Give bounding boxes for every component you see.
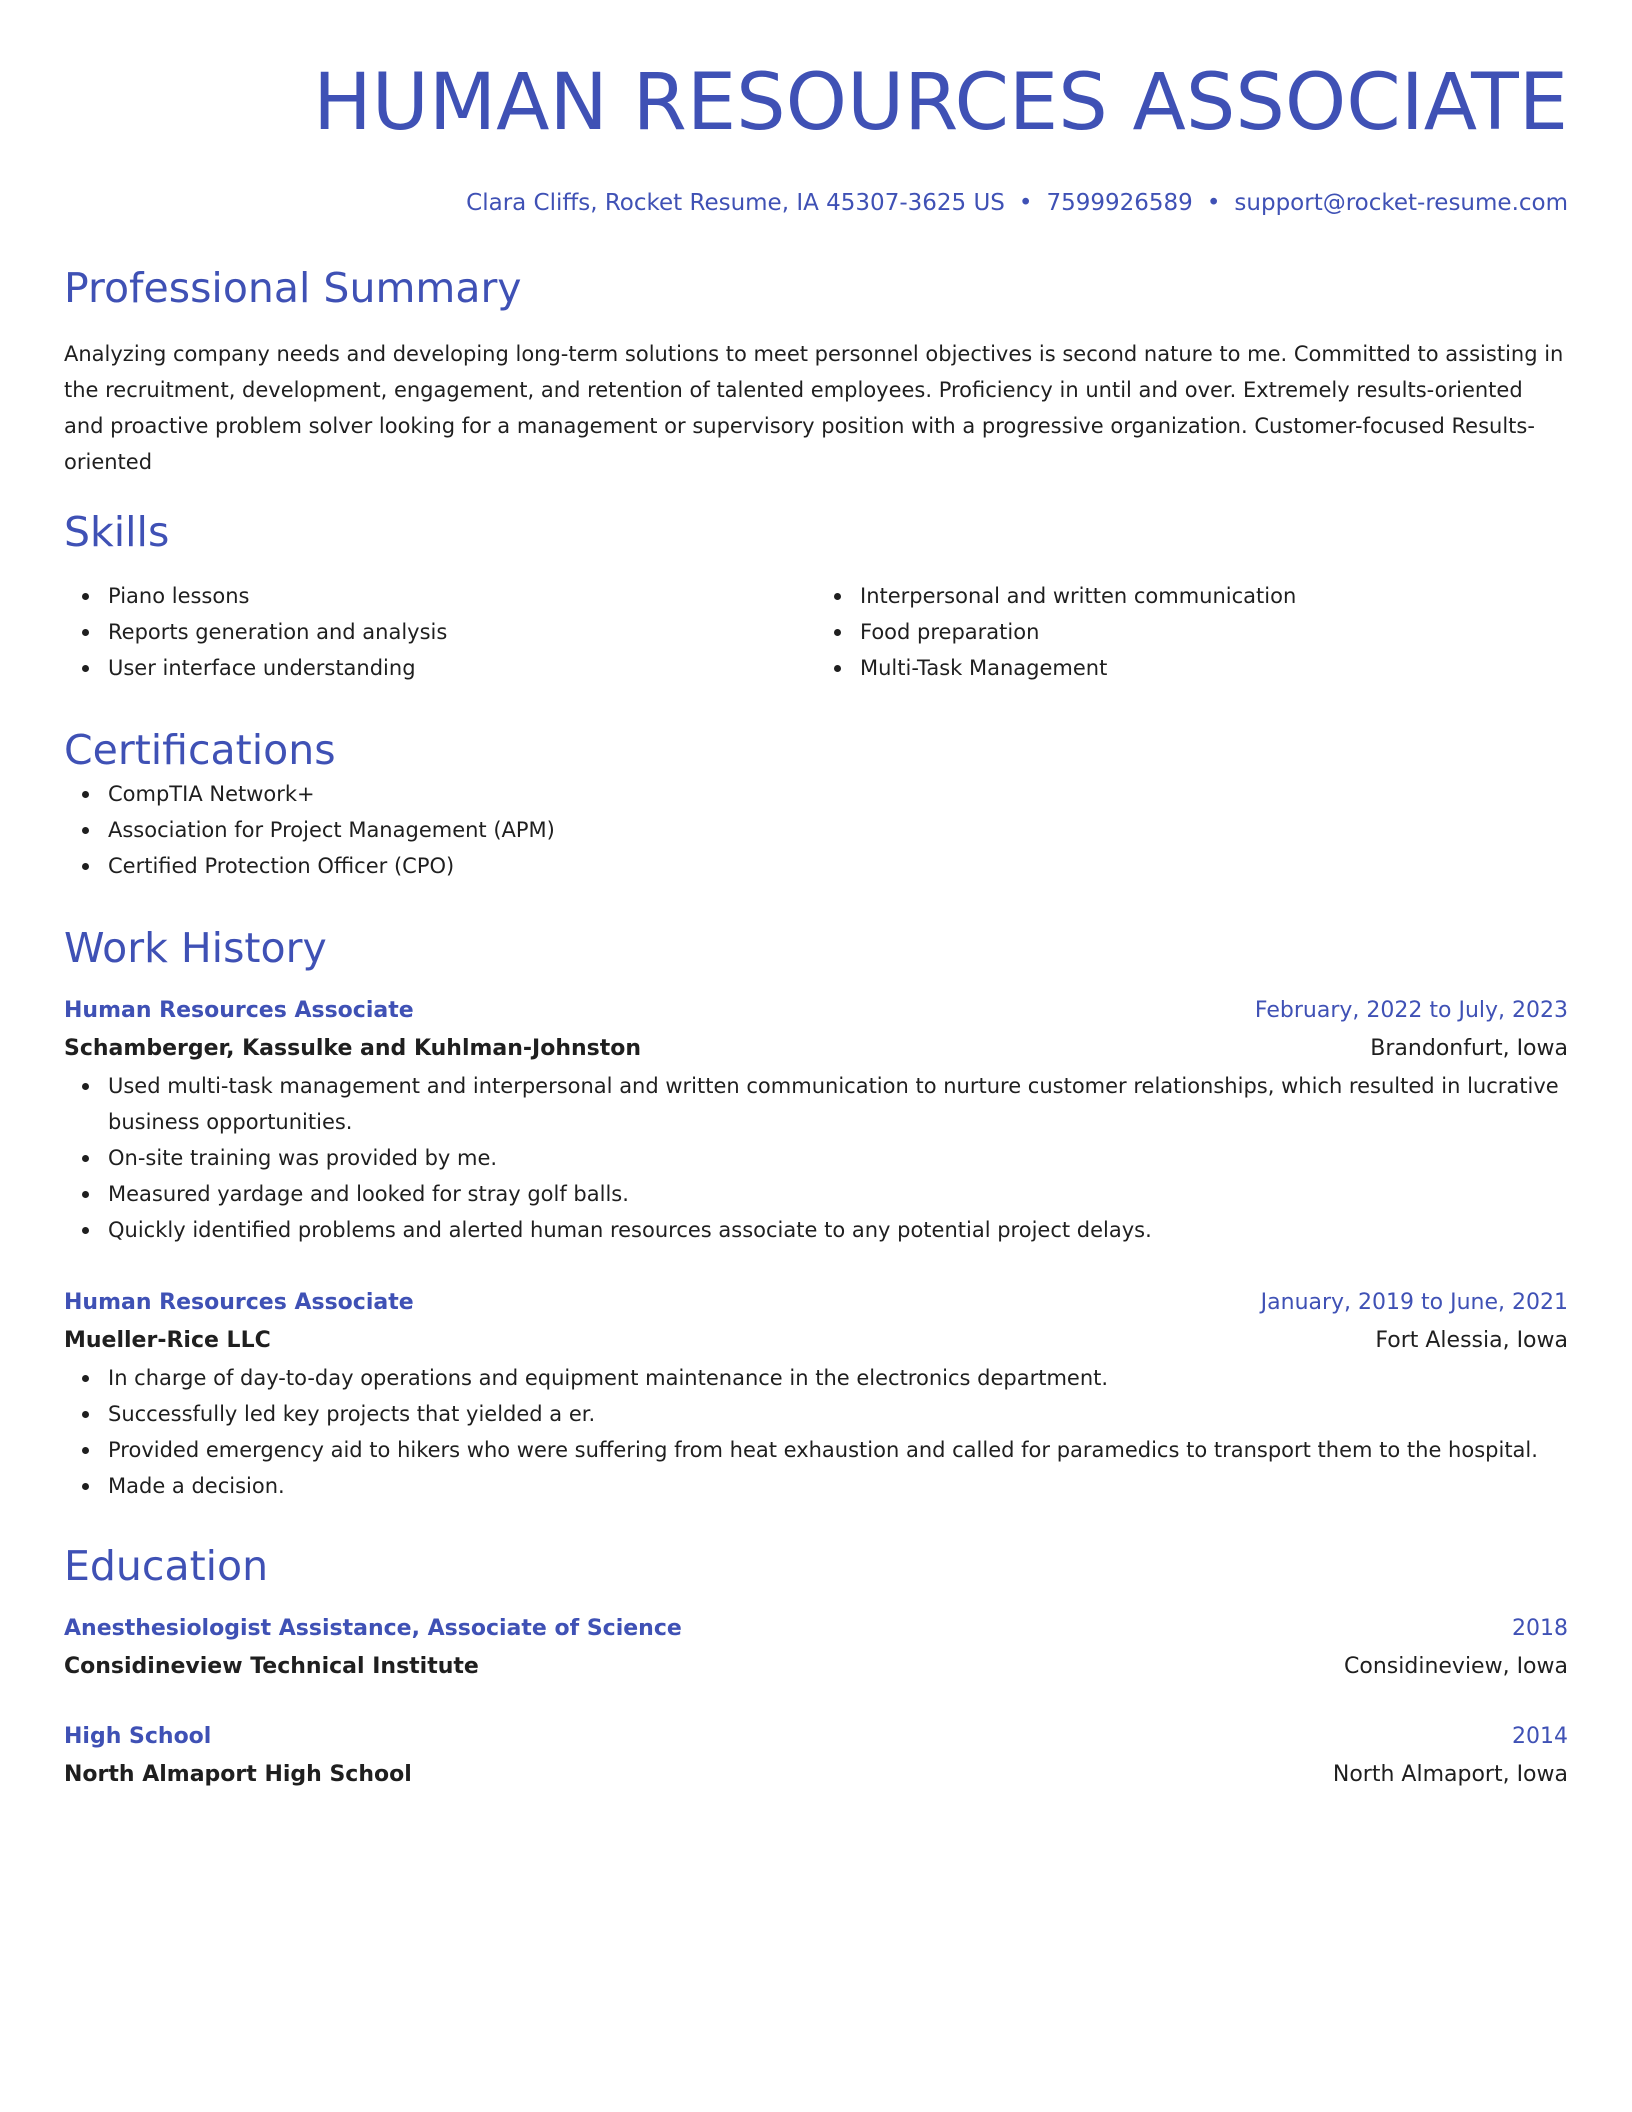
contact-email[interactable]: support@rocket-resume.com: [1234, 190, 1568, 216]
certification-item: Certified Protection Officer (CPO): [108, 848, 1568, 884]
job-company: Schamberger, Kassulke and Kuhlman-Johnston: [64, 1036, 642, 1061]
skill-item: Reports generation and analysis: [108, 614, 816, 650]
education-school: North Almaport High School: [64, 1762, 412, 1787]
skill-item: Multi-Task Management: [860, 650, 1568, 686]
education-year: 2014: [1512, 1724, 1568, 1749]
education-subheader: [64, 1648, 1568, 1686]
candidate-name: HUMAN RESOURCES ASSOCIATE: [313, 58, 1568, 148]
job-bullets: [64, 1360, 1568, 1504]
education-header: [64, 1610, 1568, 1648]
summary-heading: Professional Summary: [64, 264, 522, 312]
certification-item: CompTIA Network+: [108, 776, 1568, 812]
education-degree: Anesthesiologist Assistance, Associate of Science: [64, 1616, 682, 1641]
job-bullet: Quickly identified problems and alerted human resources associate to any potential project delays.: [108, 1212, 1568, 1248]
job-header: [64, 1284, 1568, 1322]
separator-dot: •: [1206, 190, 1221, 216]
skills-column-left: [64, 578, 816, 686]
education-subheader: [64, 1756, 1568, 1794]
job-location: Brandonfurt, Iowa: [1370, 1036, 1568, 1061]
contact-line: [64, 188, 1568, 218]
education-header: [64, 1718, 1568, 1756]
job-entry: [64, 992, 1568, 1248]
job-subheader: [64, 1322, 1568, 1360]
summary-text: Analyzing company needs and developing long-term solutions to meet personnel objectives is second nature to me. Committed to assisting in the recruitment, development, engagement, and retention of talented employees. Proficiency in until and over. Extremely results-oriented and proactive problem solver looking for a management or supervisory position with a progressive organization. Customer-focused Results-oriented: [64, 342, 1564, 474]
job-bullet: Made a decision.: [108, 1468, 1568, 1504]
contact-address: Clara Cliffs, Rocket Resume, IA 45307-3625 US: [466, 190, 1005, 216]
job-bullets: [64, 1068, 1568, 1248]
contact-phone: 7599926589: [1046, 190, 1193, 216]
job-subheader: [64, 1030, 1568, 1068]
job-entry: [64, 1284, 1568, 1504]
job-dates: January, 2019 to June, 2021: [1260, 1290, 1568, 1315]
education-school: Considineview Technical Institute: [64, 1654, 479, 1679]
education-location: North Almaport, Iowa: [1332, 1762, 1568, 1787]
skill-item: Interpersonal and written communication: [860, 578, 1568, 614]
job-dates: February, 2022 to July, 2023: [1254, 998, 1568, 1023]
education-heading: Education: [64, 1542, 269, 1590]
job-header: [64, 992, 1568, 1030]
skill-item: Piano lessons: [108, 578, 816, 614]
education-year: 2018: [1512, 1616, 1568, 1641]
job-bullet: Successfully led key projects that yielded a er.: [108, 1396, 1568, 1432]
job-bullet: Used multi-task management and interpersonal and written communication to nurture customer relationships, which resulted in lucrative business opportunities.: [108, 1068, 1568, 1140]
certification-item: Association for Project Management (APM): [108, 812, 1568, 848]
skill-item: User interface understanding: [108, 650, 816, 686]
certifications-list: [64, 776, 1568, 884]
skills-heading: Skills: [64, 508, 170, 556]
skills-column-right: [816, 578, 1568, 686]
job-location: Fort Alessia, Iowa: [1375, 1328, 1568, 1353]
separator-dot: •: [1018, 190, 1033, 216]
job-title: Human Resources Associate: [64, 1290, 414, 1315]
job-bullet: Provided emergency aid to hikers who were suffering from heat exhaustion and called for paramedics to transport them to the hospital.: [108, 1432, 1568, 1468]
job-title: Human Resources Associate: [64, 998, 414, 1023]
skills-list: [64, 578, 1568, 686]
education-degree: High School: [64, 1724, 212, 1749]
job-company: Mueller-Rice LLC: [64, 1328, 271, 1353]
work-history-heading: Work History: [64, 924, 327, 972]
job-bullet: In charge of day-to-day operations and equipment maintenance in the electronics department.: [108, 1360, 1568, 1396]
skill-item: Food preparation: [860, 614, 1568, 650]
education-entry: [64, 1718, 1568, 1794]
job-bullet: Measured yardage and looked for stray golf balls.: [108, 1176, 1568, 1212]
certifications-heading: Certifications: [64, 726, 336, 774]
education-location: Considineview, Iowa: [1344, 1654, 1568, 1679]
job-bullet: On-site training was provided by me.: [108, 1140, 1568, 1176]
education-entry: [64, 1610, 1568, 1686]
